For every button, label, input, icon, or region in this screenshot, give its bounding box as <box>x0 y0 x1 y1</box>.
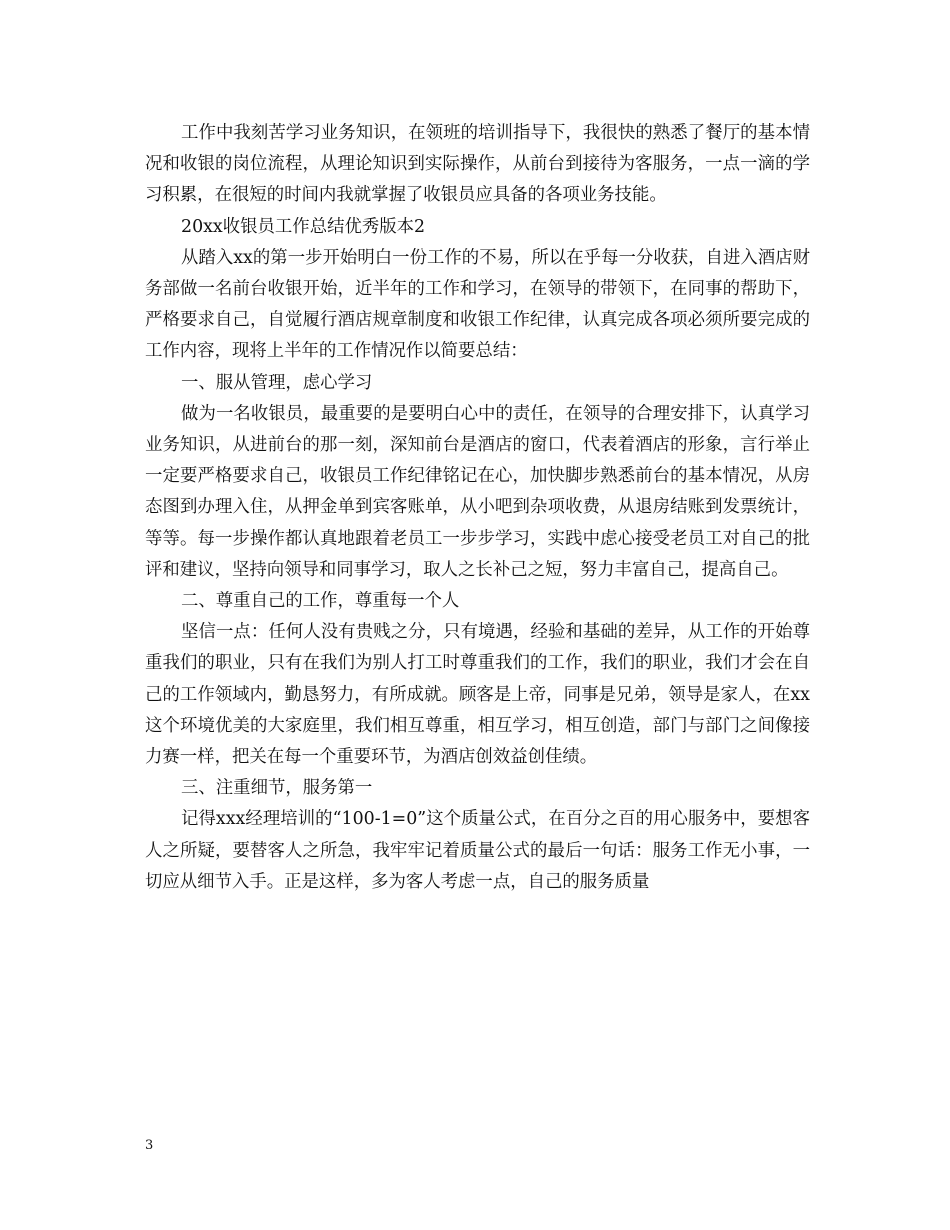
body-paragraph: 坚信一点：任何人没有贵贱之分，只有境遇，经验和基础的差异，从工作的开始尊重我们的职业，只有在我们为别人打工时尊重我们的工作，我们的职业，我们才会在自己的工作领域内，勤恳努力，有所成就。顾客是上帝，同事是兄弟，领导是家人，在xx这个环境优美的大家庭里，我们相互尊重，相互学习，相互创造，部门与部门之间像接力赛一样，把关在每一个重要环节，为酒店创效益创佳绩。 <box>145 622 810 768</box>
section-title: 20xx收银员工作总结优秀版本2 <box>181 216 426 237</box>
body-paragraph: 记得xxx经理培训的“100-1=0”这个质量公式，在百分之百的用心服务中，要想客人之所疑，要替客人之所急，我牢牢记着质量公式的最后一句话：服务工作无小事，一切应从细节入手。正是这样，多为客人考虑一点，自己的服务质量 <box>145 809 810 892</box>
body-paragraph: 做为一名收银员，最重要的是要明白心中的责任，在领导的合理安排下，认真学习业务知识，从进前台的那一刻，深知前台是酒店的窗口，代表着酒店的形象，言行举止一定要严格要求自己，收银员工作纪律铭记在心，加快脚步熟悉前台的基本情况，从房态图到办理入住，从押金单到宾客账单，从小吧到杂项收费，从退房结账到发票统计，等等。每一步操作都认真地跟着老员工一步步学习，实践中虑心接受老员工对自己的批评和建议，坚持向领导和同事学习，取人之长补己之短，努力丰富自己，提高自己。 <box>145 403 810 580</box>
document-body <box>145 118 810 898</box>
section-heading: 三、注重细节，服务第一 <box>181 778 373 799</box>
section-heading: 二、尊重自己的工作，尊重每一个人 <box>181 591 460 612</box>
body-paragraph: 工作中我刻苦学习业务知识，在领班的培训指导下，我很快的熟悉了餐厅的基本情况和收银的岗位流程，从理论知识到实际操作，从前台到接待为客服务，一点一滴的学习积累，在很短的时间内我就掌握了收银员应具备的各项业务技能。 <box>145 123 810 206</box>
body-paragraph: 从踏入xx的第一步开始明白一份工作的不易，所以在乎每一分收获，自进入酒店财务部做一名前台收银开始，近半年的工作和学习，在领导的带领下，在同事的帮助下，严格要求自己，自觉履行酒店规章制度和收银工作纪律，认真完成各项必须所要完成的工作内容，现将上半年的工作情况作以简要总结： <box>145 247 810 362</box>
section-heading: 一、服从管理，虑心学习 <box>181 372 373 393</box>
page-number: 3 <box>145 1138 154 1153</box>
